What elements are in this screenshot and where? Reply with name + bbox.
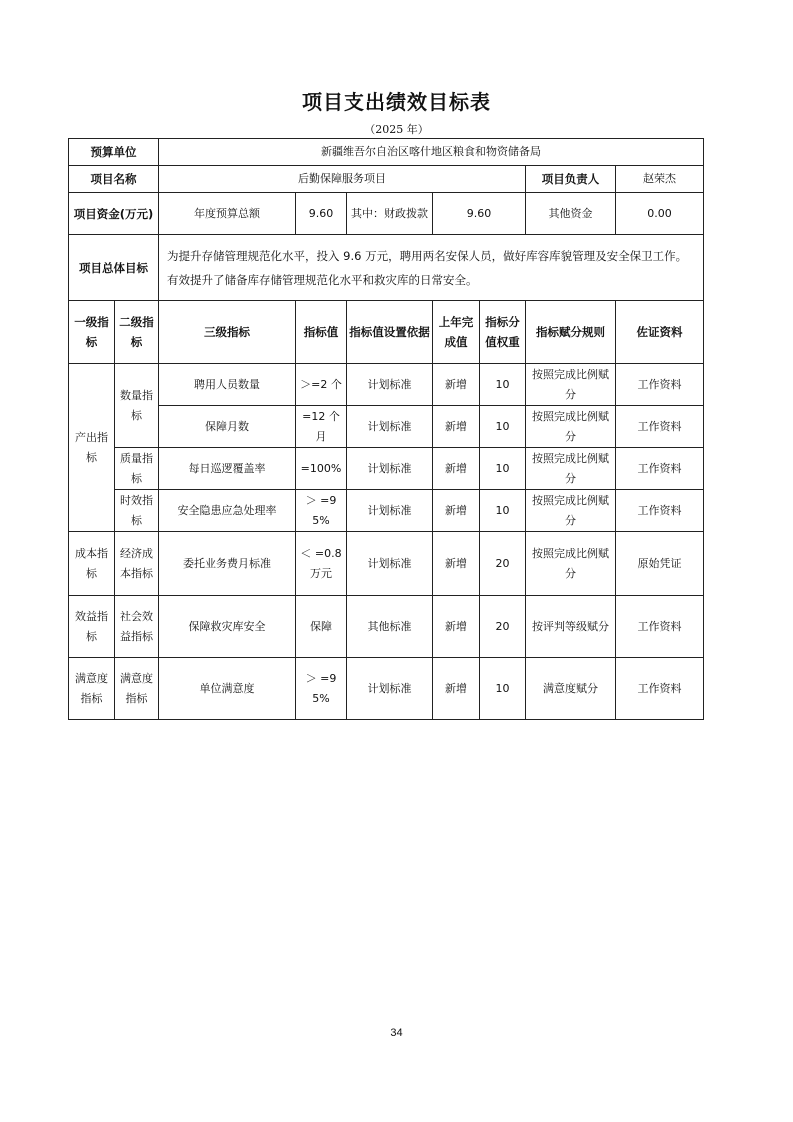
header-value: 指标值 bbox=[296, 301, 347, 364]
indicator-basis: 计划标准 bbox=[347, 658, 433, 720]
indicator-value: =100% bbox=[296, 448, 347, 490]
indicator-last-year: 新增 bbox=[433, 406, 480, 448]
fiscal-funds-value: 9.60 bbox=[433, 193, 526, 235]
group-cost: 成本指标 bbox=[69, 532, 115, 596]
indicator-last-year: 新增 bbox=[433, 490, 480, 532]
indicator-basis: 计划标准 bbox=[347, 448, 433, 490]
other-funds-label: 其他资金 bbox=[526, 193, 616, 235]
table-row bbox=[69, 596, 704, 658]
indicator-value: =12 个月 bbox=[296, 406, 347, 448]
other-funds-value: 0.00 bbox=[616, 193, 704, 235]
header-level3: 三级指标 bbox=[159, 301, 296, 364]
indicator-evidence: 工作资料 bbox=[616, 596, 704, 658]
indicator-rule: 满意度赋分 bbox=[526, 658, 616, 720]
indicator-name: 单位满意度 bbox=[159, 658, 296, 720]
indicator-basis: 其他标准 bbox=[347, 596, 433, 658]
group-quality: 质量指标 bbox=[115, 448, 159, 490]
header-evidence: 佐证资料 bbox=[616, 301, 704, 364]
header-rule: 指标赋分规则 bbox=[526, 301, 616, 364]
indicator-basis: 计划标准 bbox=[347, 364, 433, 406]
indicator-evidence: 工作资料 bbox=[616, 448, 704, 490]
indicator-rule: 按照完成比例赋分 bbox=[526, 364, 616, 406]
indicator-rule: 按照完成比例赋分 bbox=[526, 448, 616, 490]
indicator-basis: 计划标准 bbox=[347, 490, 433, 532]
group-satisfaction-sub: 满意度指标 bbox=[115, 658, 159, 720]
page-title: 项目支出绩效目标表 bbox=[302, 90, 491, 114]
fiscal-funds-label: 其中：财政拨款 bbox=[347, 193, 433, 235]
indicator-value: ＞ =95% bbox=[296, 490, 347, 532]
group-timeliness: 时效指标 bbox=[115, 490, 159, 532]
year-caption: （2025 年） bbox=[364, 123, 429, 136]
indicator-weight: 10 bbox=[480, 490, 526, 532]
table-row bbox=[69, 406, 704, 448]
indicator-last-year: 新增 bbox=[433, 658, 480, 720]
indicator-name: 委托业务费月标准 bbox=[159, 532, 296, 596]
indicator-evidence: 工作资料 bbox=[616, 490, 704, 532]
indicator-name: 保障月数 bbox=[159, 406, 296, 448]
indicator-last-year: 新增 bbox=[433, 596, 480, 658]
indicator-rule: 按评判等级赋分 bbox=[526, 596, 616, 658]
project-name-label: 项目名称 bbox=[69, 166, 159, 193]
table-row bbox=[69, 532, 704, 596]
group-quantity: 数量指标 bbox=[115, 364, 159, 448]
indicator-last-year: 新增 bbox=[433, 532, 480, 596]
indicator-weight: 10 bbox=[480, 364, 526, 406]
indicator-value: ＞=2 个 bbox=[296, 364, 347, 406]
group-output: 产出指标 bbox=[69, 364, 115, 532]
project-manager-label: 项目负责人 bbox=[526, 166, 616, 193]
table-row bbox=[69, 490, 704, 532]
annual-budget-label: 年度预算总额 bbox=[159, 193, 296, 235]
header-basis: 指标值设置依据 bbox=[347, 301, 433, 364]
indicator-last-year: 新增 bbox=[433, 448, 480, 490]
overall-goal-label: 项目总体目标 bbox=[69, 235, 159, 301]
indicator-basis: 计划标准 bbox=[347, 532, 433, 596]
indicator-evidence: 工作资料 bbox=[616, 658, 704, 720]
table-row bbox=[69, 364, 704, 406]
indicator-value: 保障 bbox=[296, 596, 347, 658]
indicator-weight: 10 bbox=[480, 406, 526, 448]
group-benefit: 效益指标 bbox=[69, 596, 115, 658]
indicator-evidence: 工作资料 bbox=[616, 364, 704, 406]
project-funds-label: 项目资金(万元) bbox=[69, 193, 159, 235]
group-social-benefit: 社会效益指标 bbox=[115, 596, 159, 658]
header-level2: 二级指标 bbox=[115, 301, 159, 364]
indicator-name: 每日巡逻覆盖率 bbox=[159, 448, 296, 490]
overall-goal-text: 为提升存储管理规范化水平，投入 9.6 万元，聘用两名安保人员，做好库容库貌管理及安全保卫工作。有效提升了储备库存储管理规范化水平和救灾库的日常安全。 bbox=[159, 235, 704, 301]
annual-budget-value: 9.60 bbox=[296, 193, 347, 235]
project-manager-value: 赵荣杰 bbox=[616, 166, 704, 193]
indicator-last-year: 新增 bbox=[433, 364, 480, 406]
indicator-evidence: 工作资料 bbox=[616, 406, 704, 448]
indicator-rule: 按照完成比例赋分 bbox=[526, 532, 616, 596]
indicator-name: 聘用人员数量 bbox=[159, 364, 296, 406]
table-row bbox=[69, 448, 704, 490]
header-last-year: 上年完成值 bbox=[433, 301, 480, 364]
project-name-value: 后勤保障服务项目 bbox=[159, 166, 526, 193]
indicator-name: 保障救灾库安全 bbox=[159, 596, 296, 658]
group-satisfaction: 满意度指标 bbox=[69, 658, 115, 720]
indicator-rule: 按照完成比例赋分 bbox=[526, 490, 616, 532]
table-row bbox=[69, 658, 704, 720]
budget-unit-value: 新疆维吾尔自治区喀什地区粮食和物资储备局 bbox=[159, 139, 704, 166]
header-level1: 一级指标 bbox=[69, 301, 115, 364]
performance-target-table bbox=[68, 138, 704, 720]
indicator-rule: 按照完成比例赋分 bbox=[526, 406, 616, 448]
indicator-value: ＜ =0.8 万元 bbox=[296, 532, 347, 596]
indicator-weight: 10 bbox=[480, 448, 526, 490]
page-number: 34 bbox=[390, 1027, 403, 1039]
indicator-weight: 20 bbox=[480, 532, 526, 596]
indicator-basis: 计划标准 bbox=[347, 406, 433, 448]
header-weight: 指标分值权重 bbox=[480, 301, 526, 364]
indicator-evidence: 原始凭证 bbox=[616, 532, 704, 596]
group-economic-cost: 经济成本指标 bbox=[115, 532, 159, 596]
indicator-weight: 10 bbox=[480, 658, 526, 720]
indicator-value: ＞ =95% bbox=[296, 658, 347, 720]
budget-unit-label: 预算单位 bbox=[69, 139, 159, 166]
indicator-weight: 20 bbox=[480, 596, 526, 658]
indicator-name: 安全隐患应急处理率 bbox=[159, 490, 296, 532]
